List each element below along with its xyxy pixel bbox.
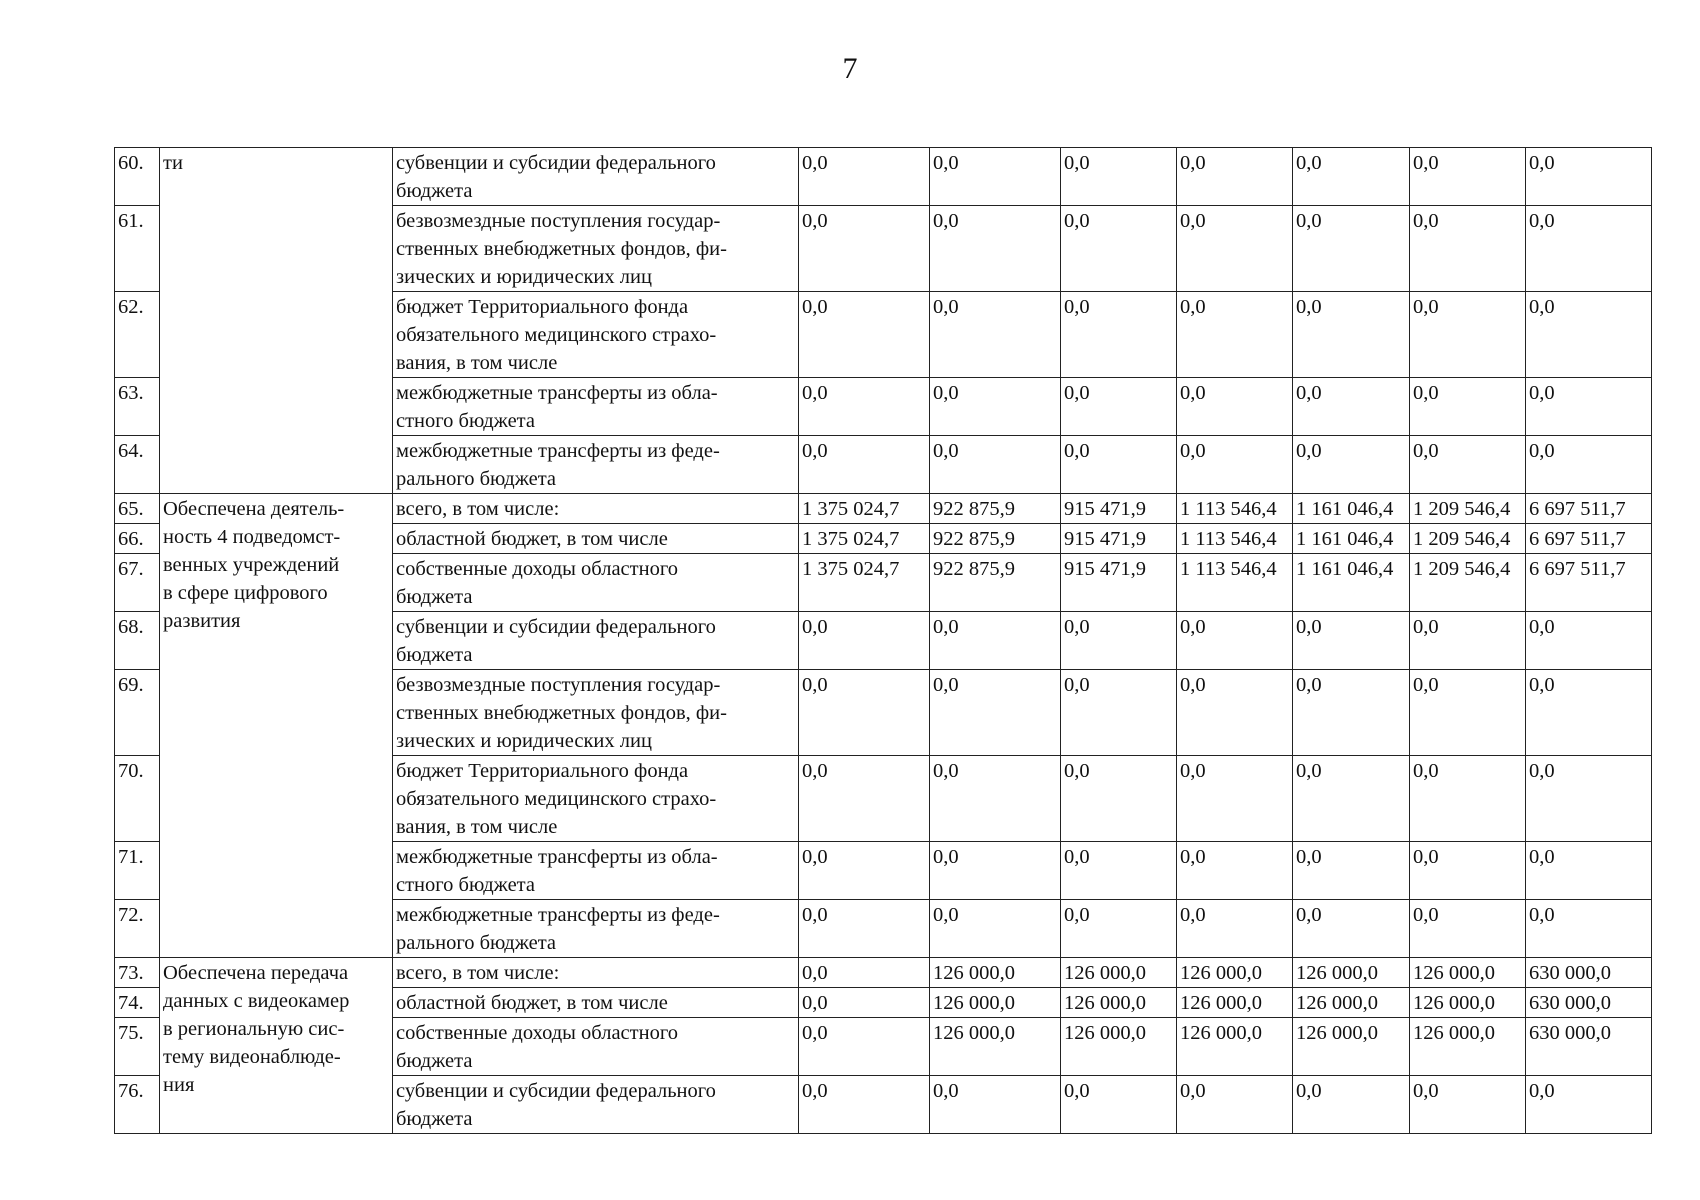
funding-source [393, 988, 799, 1018]
row-number: 63. [115, 378, 160, 436]
funding-source-line: вания, в том числе [396, 816, 558, 838]
amount-cell: 0,0 [1293, 612, 1410, 670]
amount-cell: 0,0 [1526, 670, 1652, 756]
result-description-line: ти [163, 152, 183, 174]
amount-cell: 0,0 [1293, 1076, 1410, 1134]
result-description-line: ния [163, 1074, 195, 1096]
row-number: 73. [115, 958, 160, 988]
funding-source-line: межбюджетные трансферты из обла- [396, 382, 718, 404]
amount-cell: 126 000,0 [1410, 1018, 1526, 1076]
row-number: 64. [115, 436, 160, 494]
row-number: 66. [115, 524, 160, 554]
amount-cell: 1 113 546,4 [1177, 524, 1293, 554]
result-description-line: тему видеонаблюде- [163, 1046, 341, 1068]
funding-source [393, 756, 799, 842]
result-description-line: в региональную сис- [163, 1018, 345, 1040]
amount-cell: 0,0 [1061, 436, 1177, 494]
amount-cell: 1 161 046,4 [1293, 524, 1410, 554]
amount-cell: 0,0 [1177, 1076, 1293, 1134]
funding-source-line: бюджета [396, 1050, 473, 1072]
result-description [160, 494, 393, 958]
amount-cell: 0,0 [930, 756, 1061, 842]
result-description [160, 148, 393, 494]
amount-cell: 0,0 [1293, 756, 1410, 842]
amount-cell: 126 000,0 [930, 988, 1061, 1018]
row-number: 62. [115, 292, 160, 378]
funding-source-line: стного бюджета [396, 874, 535, 896]
funding-source-line: собственные доходы областного [396, 558, 678, 580]
amount-cell: 126 000,0 [930, 958, 1061, 988]
amount-cell: 0,0 [1410, 756, 1526, 842]
funding-source-line: вания, в том числе [396, 352, 558, 374]
amount-cell: 0,0 [1177, 612, 1293, 670]
amount-cell: 0,0 [1177, 292, 1293, 378]
amount-cell: 126 000,0 [1061, 1018, 1177, 1076]
amount-cell: 0,0 [799, 1018, 930, 1076]
amount-cell: 0,0 [1177, 206, 1293, 292]
funding-source [393, 1076, 799, 1134]
amount-cell: 0,0 [1410, 378, 1526, 436]
amount-cell: 0,0 [799, 612, 930, 670]
amount-cell: 922 875,9 [930, 554, 1061, 612]
amount-cell: 1 375 024,7 [799, 554, 930, 612]
result-description [160, 958, 393, 1134]
amount-cell: 126 000,0 [1061, 988, 1177, 1018]
funding-source-line: рального бюджета [396, 932, 557, 954]
amount-cell: 0,0 [799, 1076, 930, 1134]
amount-cell: 0,0 [1526, 900, 1652, 958]
amount-cell: 6 697 511,7 [1526, 554, 1652, 612]
amount-cell: 1 113 546,4 [1177, 494, 1293, 524]
amount-cell: 0,0 [930, 436, 1061, 494]
row-number: 76. [115, 1076, 160, 1134]
funding-source-line: бюджета [396, 180, 473, 202]
amount-cell: 0,0 [799, 756, 930, 842]
amount-cell: 0,0 [1410, 612, 1526, 670]
amount-cell: 630 000,0 [1526, 1018, 1652, 1076]
amount-cell: 0,0 [1061, 292, 1177, 378]
amount-cell: 0,0 [799, 988, 930, 1018]
amount-cell: 922 875,9 [930, 524, 1061, 554]
funding-source [393, 958, 799, 988]
funding-source [393, 436, 799, 494]
funding-source-line: безвозмездные поступления государ- [396, 674, 721, 696]
funding-source-line: обязательного медицинского страхо- [396, 324, 717, 346]
funding-source [393, 554, 799, 612]
funding-source-line: ственных внебюджетных фондов, фи- [396, 238, 727, 260]
amount-cell: 0,0 [1526, 148, 1652, 206]
amount-cell: 0,0 [1526, 756, 1652, 842]
table-row [115, 148, 1652, 206]
amount-cell: 0,0 [1410, 436, 1526, 494]
amount-cell: 126 000,0 [1177, 958, 1293, 988]
amount-cell: 915 471,9 [1061, 494, 1177, 524]
amount-cell: 0,0 [1061, 378, 1177, 436]
amount-cell: 0,0 [1177, 378, 1293, 436]
amount-cell: 915 471,9 [1061, 554, 1177, 612]
amount-cell: 0,0 [1061, 148, 1177, 206]
amount-cell: 0,0 [1526, 206, 1652, 292]
budget-table [114, 147, 1652, 1134]
amount-cell: 1 113 546,4 [1177, 554, 1293, 612]
amount-cell: 0,0 [1410, 206, 1526, 292]
result-description-line: ность 4 подведомст- [163, 526, 341, 548]
amount-cell: 0,0 [1526, 612, 1652, 670]
amount-cell: 0,0 [1293, 436, 1410, 494]
amount-cell: 1 375 024,7 [799, 524, 930, 554]
amount-cell: 0,0 [1177, 148, 1293, 206]
amount-cell: 0,0 [930, 842, 1061, 900]
funding-source-line: ственных внебюджетных фондов, фи- [396, 702, 727, 724]
amount-cell: 0,0 [930, 148, 1061, 206]
amount-cell: 0,0 [1526, 292, 1652, 378]
row-number: 75. [115, 1018, 160, 1076]
amount-cell: 126 000,0 [1061, 958, 1177, 988]
amount-cell: 0,0 [930, 612, 1061, 670]
amount-cell: 0,0 [930, 206, 1061, 292]
result-description-line: в сфере цифрового [163, 582, 328, 604]
amount-cell: 1 161 046,4 [1293, 494, 1410, 524]
funding-source-line: бюджет Территориального фонда [396, 760, 689, 782]
result-description-line: Обеспечена передача [163, 962, 349, 984]
row-number: 72. [115, 900, 160, 958]
amount-cell: 0,0 [799, 842, 930, 900]
result-description-line: развития [163, 610, 241, 632]
funding-source-line: всего, в том числе: [396, 498, 560, 520]
amount-cell: 0,0 [1410, 900, 1526, 958]
table-row [115, 494, 1652, 524]
funding-source-line: всего, в том числе: [396, 962, 560, 984]
funding-source-line: межбюджетные трансферты из обла- [396, 846, 718, 868]
amount-cell: 0,0 [1061, 670, 1177, 756]
funding-source [393, 900, 799, 958]
funding-source [393, 1018, 799, 1076]
amount-cell: 126 000,0 [1410, 988, 1526, 1018]
amount-cell: 0,0 [1410, 292, 1526, 378]
funding-source-line: межбюджетные трансферты из феде- [396, 440, 720, 462]
result-description-line: данных с видеокамер [163, 990, 350, 1012]
funding-source [393, 148, 799, 206]
amount-cell: 1 209 546,4 [1410, 494, 1526, 524]
table-row [115, 958, 1652, 988]
amount-cell: 1 209 546,4 [1410, 554, 1526, 612]
funding-source-line: субвенции и субсидии федерального [396, 616, 716, 638]
amount-cell: 126 000,0 [930, 1018, 1061, 1076]
row-number: 69. [115, 670, 160, 756]
amount-cell: 6 697 511,7 [1526, 524, 1652, 554]
amount-cell: 0,0 [1293, 148, 1410, 206]
amount-cell: 126 000,0 [1293, 958, 1410, 988]
amount-cell: 0,0 [1177, 436, 1293, 494]
amount-cell: 630 000,0 [1526, 988, 1652, 1018]
row-number: 70. [115, 756, 160, 842]
amount-cell: 0,0 [1410, 148, 1526, 206]
amount-cell: 0,0 [1061, 612, 1177, 670]
amount-cell: 1 209 546,4 [1410, 524, 1526, 554]
amount-cell: 0,0 [799, 436, 930, 494]
amount-cell: 1 375 024,7 [799, 494, 930, 524]
funding-source [393, 670, 799, 756]
amount-cell: 0,0 [1526, 1076, 1652, 1134]
funding-source-line: межбюджетные трансферты из феде- [396, 904, 720, 926]
amount-cell: 126 000,0 [1293, 988, 1410, 1018]
amount-cell: 0,0 [1410, 670, 1526, 756]
amount-cell: 0,0 [1293, 900, 1410, 958]
amount-cell: 0,0 [799, 670, 930, 756]
funding-source-line: субвенции и субсидии федерального [396, 152, 716, 174]
funding-source [393, 292, 799, 378]
row-number: 61. [115, 206, 160, 292]
amount-cell: 1 161 046,4 [1293, 554, 1410, 612]
row-number: 67. [115, 554, 160, 612]
funding-source-line: собственные доходы областного [396, 1022, 678, 1044]
result-description-line: Обеспечена деятель- [163, 498, 345, 520]
amount-cell: 0,0 [1293, 292, 1410, 378]
funding-source-line: бюджета [396, 644, 473, 666]
funding-source [393, 842, 799, 900]
row-number: 68. [115, 612, 160, 670]
amount-cell: 0,0 [799, 206, 930, 292]
amount-cell: 0,0 [799, 900, 930, 958]
amount-cell: 0,0 [1293, 206, 1410, 292]
amount-cell: 0,0 [930, 292, 1061, 378]
funding-source [393, 612, 799, 670]
amount-cell: 0,0 [1293, 670, 1410, 756]
funding-source [393, 494, 799, 524]
amount-cell: 0,0 [799, 292, 930, 378]
row-number: 65. [115, 494, 160, 524]
amount-cell: 0,0 [1177, 842, 1293, 900]
amount-cell: 0,0 [1061, 1076, 1177, 1134]
funding-source [393, 378, 799, 436]
funding-source-line: бюджет Территориального фонда [396, 296, 689, 318]
amount-cell: 0,0 [1293, 378, 1410, 436]
funding-source-line: бюджета [396, 1108, 473, 1130]
amount-cell: 126 000,0 [1293, 1018, 1410, 1076]
funding-source-line: рального бюджета [396, 468, 557, 490]
amount-cell: 0,0 [1177, 900, 1293, 958]
amount-cell: 0,0 [1061, 756, 1177, 842]
amount-cell: 126 000,0 [1410, 958, 1526, 988]
amount-cell: 0,0 [1061, 206, 1177, 292]
row-number: 74. [115, 988, 160, 1018]
row-number: 60. [115, 148, 160, 206]
funding-source-line: обязательного медицинского страхо- [396, 788, 717, 810]
amount-cell: 0,0 [1177, 756, 1293, 842]
amount-cell: 0,0 [1061, 842, 1177, 900]
amount-cell: 126 000,0 [1177, 988, 1293, 1018]
amount-cell: 0,0 [1061, 900, 1177, 958]
amount-cell: 0,0 [1410, 842, 1526, 900]
funding-source-line: областной бюджет, в том числе [396, 528, 668, 550]
amount-cell: 630 000,0 [1526, 958, 1652, 988]
amount-cell: 0,0 [1526, 842, 1652, 900]
amount-cell: 0,0 [1177, 670, 1293, 756]
amount-cell: 0,0 [1293, 842, 1410, 900]
amount-cell: 126 000,0 [1177, 1018, 1293, 1076]
amount-cell: 6 697 511,7 [1526, 494, 1652, 524]
amount-cell: 922 875,9 [930, 494, 1061, 524]
amount-cell: 0,0 [1410, 1076, 1526, 1134]
result-description-line: венных учреждений [163, 554, 340, 576]
amount-cell: 0,0 [930, 1076, 1061, 1134]
funding-source-line: безвозмездные поступления государ- [396, 210, 721, 232]
amount-cell: 0,0 [1526, 436, 1652, 494]
funding-source-line: субвенции и субсидии федерального [396, 1080, 716, 1102]
funding-source [393, 524, 799, 554]
amount-cell: 0,0 [799, 148, 930, 206]
funding-source [393, 206, 799, 292]
amount-cell: 0,0 [930, 670, 1061, 756]
funding-source-line: областной бюджет, в том числе [396, 992, 668, 1014]
funding-source-line: стного бюджета [396, 410, 535, 432]
amount-cell: 0,0 [930, 378, 1061, 436]
amount-cell: 0,0 [799, 958, 930, 988]
amount-cell: 915 471,9 [1061, 524, 1177, 554]
row-number: 71. [115, 842, 160, 900]
amount-cell: 0,0 [1526, 378, 1652, 436]
funding-source-line: зических и юридических лиц [396, 266, 652, 288]
amount-cell: 0,0 [799, 378, 930, 436]
amount-cell: 0,0 [930, 900, 1061, 958]
funding-source-line: бюджета [396, 586, 473, 608]
page-number: 7 [842, 52, 858, 85]
funding-source-line: зических и юридических лиц [396, 730, 652, 752]
